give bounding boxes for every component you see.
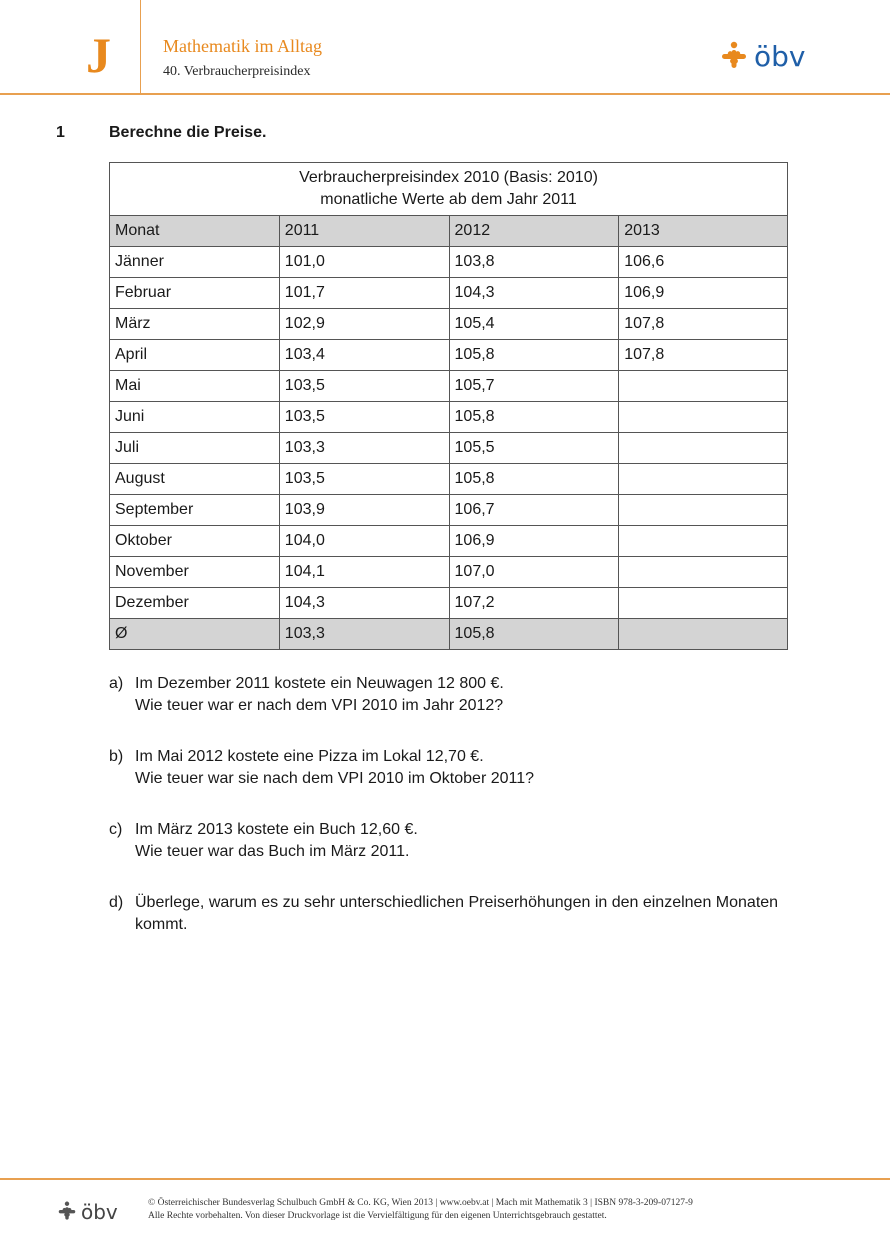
star-icon [718,41,750,73]
question-line [109,892,778,914]
footer-logo [56,1200,118,1224]
question-line [109,673,504,695]
index-cell [619,495,788,526]
month-cell: Februar [110,278,280,309]
table-caption-line1: Verbraucherpreisindex 2010 (Basis: 2010) [299,169,598,186]
header-divider [140,0,141,93]
table-row [110,309,788,340]
logo-text: öbv [754,40,806,73]
question-text: Im Mai 2012 kostete eine Pizza im Lokal 12,70 €. [135,748,484,765]
index-cell: 105,5 [449,433,619,464]
table-row [110,588,788,619]
table-row [110,557,788,588]
month-cell: Juni [110,402,280,433]
rights-line: Alle Rechte vorbehalten. Von dieser Druckvorlage ist die Vervielfältigung für den eigenen Unterrichtsgebrauch gestattet. [148,1211,607,1221]
index-cell [619,464,788,495]
month-cell: April [110,340,280,371]
column-header: Monat [110,216,280,247]
header-title: Mathematik im Alltag [163,36,322,56]
month-cell: Dezember [110,588,280,619]
index-cell: 104,3 [449,278,619,309]
page-header [0,0,890,95]
index-cell: 101,7 [279,278,449,309]
index-cell: 105,7 [449,371,619,402]
index-cell: 107,8 [619,309,788,340]
copyright-line: © Österreichischer Bundesverlag Schulbuch GmbH & Co. KG, Wien 2013 | www.oebv.at | Mach mit Mathematik 3 | ISBN 978-3-209-07127-9 [148,1198,693,1208]
table-row [110,278,788,309]
index-cell: 106,9 [619,278,788,309]
average-label: Ø [110,619,280,650]
index-cell: 105,8 [449,464,619,495]
average-cell: 105,8 [449,619,619,650]
question-label: c) [109,821,123,838]
question-label: d) [109,894,124,911]
index-cell: 104,0 [279,526,449,557]
question-text-continued: Wie teuer war das Buch im März 2011. [135,843,410,860]
average-cell: 103,3 [279,619,449,650]
publisher-logo [718,40,805,73]
question-text-continued: Wie teuer war er nach dem VPI 2010 im Jahr 2012? [135,697,504,714]
question-label: b) [109,748,124,765]
month-cell: November [110,557,280,588]
index-cell: 106,6 [619,247,788,278]
index-cell: 107,8 [619,340,788,371]
table-caption-line2: monatliche Werte ab dem Jahr 2011 [320,191,577,208]
question [109,673,504,717]
index-cell: 104,3 [279,588,449,619]
header-subtitle: 40. Verbraucherpreisindex [163,64,311,79]
table-row [110,247,788,278]
question-line [109,746,534,768]
index-cell: 107,2 [449,588,619,619]
index-cell [619,588,788,619]
table-row [110,526,788,557]
index-cell: 104,1 [279,557,449,588]
month-cell: Oktober [110,526,280,557]
month-cell: September [110,495,280,526]
index-cell: 103,5 [279,371,449,402]
footer-rule [0,1178,890,1180]
month-cell: August [110,464,280,495]
footer-logo-text: öbv [81,1200,118,1224]
question-label: a) [109,675,124,692]
star-icon [56,1201,78,1223]
cpi-table [109,162,788,650]
question-text: Im Dezember 2011 kostete ein Neuwagen 12 800 €. [135,675,504,692]
average-cell [619,619,788,650]
question-text-continued: kommt. [135,916,188,933]
index-cell: 103,5 [279,464,449,495]
index-cell: 103,3 [279,433,449,464]
question-line [109,819,418,841]
index-cell [619,433,788,464]
index-cell: 105,8 [449,340,619,371]
index-cell [619,371,788,402]
month-cell: März [110,309,280,340]
header-rule [0,93,890,95]
index-cell [619,526,788,557]
footer-text [148,1197,693,1223]
column-header: 2013 [619,216,788,247]
column-header: 2011 [279,216,449,247]
index-cell [619,402,788,433]
task-number: 1 [56,124,65,141]
index-cell: 103,9 [279,495,449,526]
index-cell: 105,8 [449,402,619,433]
index-cell: 103,8 [449,247,619,278]
table-caption [110,163,788,216]
table-row [110,433,788,464]
table-caption-row [110,163,788,216]
question [109,892,778,936]
month-cell: Jänner [110,247,280,278]
table-row [110,495,788,526]
index-cell: 106,9 [449,526,619,557]
index-cell: 103,5 [279,402,449,433]
table-row [110,464,788,495]
index-cell [619,557,788,588]
index-cell: 102,9 [279,309,449,340]
question-text: Im März 2013 kostete ein Buch 12,60 €. [135,821,418,838]
table-row [110,371,788,402]
question [109,746,534,790]
index-cell: 103,4 [279,340,449,371]
month-cell: Mai [110,371,280,402]
index-cell: 101,0 [279,247,449,278]
question [109,819,418,863]
month-cell: Juli [110,433,280,464]
question-text: Überlege, warum es zu sehr unterschiedlichen Preiserhöhungen in den einzelnen Monaten [135,894,779,911]
question-text-continued: Wie teuer war sie nach dem VPI 2010 im Oktober 2011? [135,770,535,787]
table-row [110,402,788,433]
column-header: 2012 [449,216,619,247]
table-header-row [110,216,788,247]
table-row [110,340,788,371]
chapter-letter: J [86,27,111,83]
index-cell: 107,0 [449,557,619,588]
index-cell: 106,7 [449,495,619,526]
task-title: Berechne die Preise. [109,124,267,141]
average-row [110,619,788,650]
index-cell: 105,4 [449,309,619,340]
